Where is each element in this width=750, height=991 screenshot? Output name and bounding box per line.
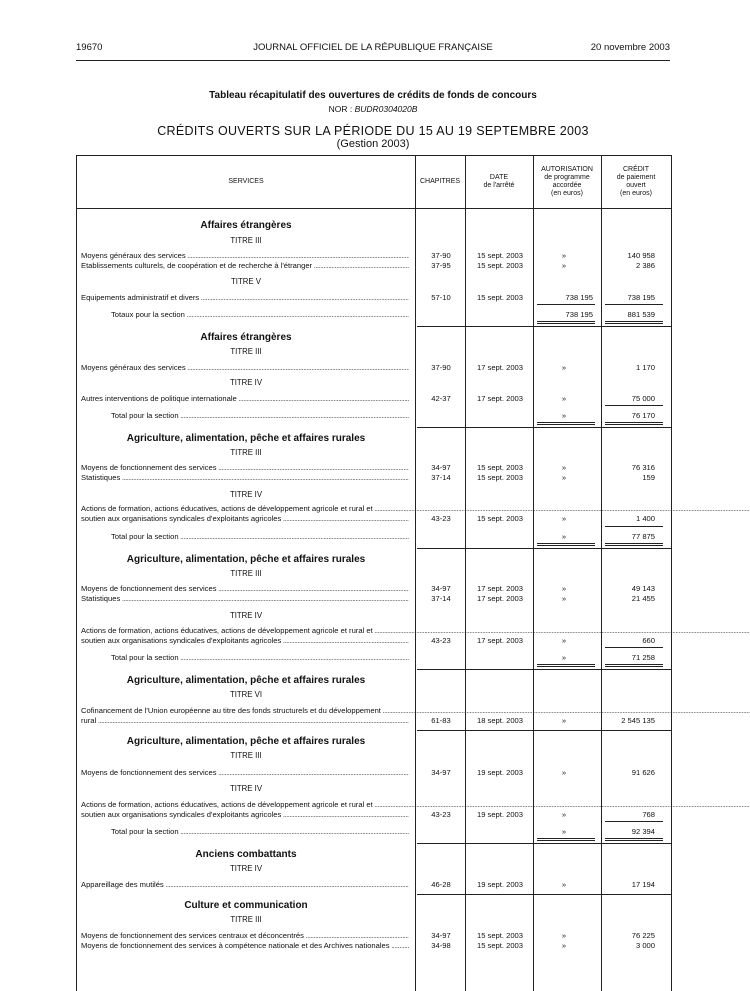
table-row: Moyens de fonctionnement des services ..... 34-97 15 sept. 2003 » 76 316 xyxy=(77,462,671,473)
table-row: Actions de formation, actions éducatives, actions de développement agricole et rural et ..... xyxy=(77,799,671,810)
table-row: Moyens de fonctionnement des services ..... 34-97 19 sept. 2003 » 91 626 xyxy=(77,767,671,778)
titre-label: TITRE III xyxy=(230,569,262,578)
table-row: Actions de formation, actions éducatives, actions de développement agricole et rural et ..... xyxy=(77,625,671,636)
col-chapitres: CHAPITRES xyxy=(419,178,461,185)
table-row: Autres interventions de politique internationale ..... 42-37 17 sept. 2003 » 75 000 xyxy=(77,393,671,404)
col-services: SERVICES xyxy=(228,178,264,185)
total-row: Total pour la section ..... » 77 875 xyxy=(77,531,671,542)
header-rule xyxy=(76,60,670,61)
table-row: Moyens de fonctionnement des services centraux et déconcentrés ..... 34-97 15 sept. 2003 » 76 225 xyxy=(77,930,671,941)
titre-label: TITRE V xyxy=(231,277,261,286)
titre-label: TITRE IV xyxy=(229,864,263,873)
titre-label: TITRE IV xyxy=(229,378,263,387)
section-title: Agriculture, alimentation, pêche et affaires rurales xyxy=(126,736,366,747)
section-title: Agriculture, alimentation, pêche et affaires rurales xyxy=(126,554,366,565)
titre-label: TITRE III xyxy=(230,347,262,356)
col-date: DATE de l'arrêté xyxy=(483,174,515,189)
titre-label: TITRE IV xyxy=(229,784,263,793)
credits-table xyxy=(76,155,672,991)
table-row: Statistiques ..... 37-14 17 sept. 2003 » 21 455 xyxy=(77,593,671,604)
table-row: Etablissements culturels, de coopération et de recherche à l'étranger ..... 37-95 15 sept. 2003 » 2 386 xyxy=(77,260,671,271)
total-row: Total pour la section ..... » 76 170 xyxy=(77,410,671,421)
col-autorisation: AUTORISATION de programme accordée (en euros) xyxy=(541,166,593,197)
table-row: Appareillage des mutilés ..... 46-28 19 sept. 2003 » 17 194 xyxy=(77,879,671,890)
page-number: 19670 xyxy=(76,42,103,53)
section-title: Affaires étrangères xyxy=(200,220,292,231)
section-title: Anciens combattants xyxy=(195,849,297,860)
document-title: Tableau récapitulatif des ouvertures de crédits de fonds de concours xyxy=(209,90,537,101)
table-row: rural ..... 61-83 18 sept. 2003 » 2 545 135 xyxy=(77,715,671,726)
titre-label: TITRE III xyxy=(230,448,262,457)
col-credit: CRÉDIT de paiement ouvert (en euros) xyxy=(616,166,656,197)
section-title: Affaires étrangères xyxy=(200,332,292,343)
section-title: Agriculture, alimentation, pêche et affaires rurales xyxy=(126,433,366,444)
period-heading: CRÉDITS OUVERTS SUR LA PÉRIODE DU 15 AU 19 SEPTEMBRE 2003 xyxy=(157,124,589,138)
table-row: Equipements administratif et divers ..... 57-10 15 sept. 2003 738 195 738 195 xyxy=(77,292,671,303)
section-title: Agriculture, alimentation, pêche et affaires rurales xyxy=(126,675,366,686)
total-row: Total pour la section ..... » 71 258 xyxy=(77,652,671,663)
table-row: Moyens généraux des services ..... 37-90 15 sept. 2003 » 140 958 xyxy=(77,250,671,261)
titre-label: TITRE VI xyxy=(229,690,263,699)
titre-label: TITRE IV xyxy=(229,611,263,620)
titre-label: TITRE III xyxy=(230,751,262,760)
table-row: Moyens de fonctionnement des services ..... 34-97 17 sept. 2003 » 49 143 xyxy=(77,583,671,594)
table-row: Cofinancement de l'Union européenne au titre des fonds structurels et du développement ..... xyxy=(77,705,671,716)
gestion-heading: (Gestion 2003) xyxy=(336,138,410,150)
nor-reference: NOR : BUDR0304020B xyxy=(328,104,418,114)
table-row: Statistiques ..... 37-14 15 sept. 2003 » 159 xyxy=(77,472,671,483)
table-row: soutien aux organisations syndicales d'exploitants agricoles ..... 43-23 17 sept. 2003 » 660 xyxy=(77,635,671,646)
page-header xyxy=(76,42,670,58)
publication-date: 20 novembre 2003 xyxy=(590,42,670,53)
section-title: Culture et communication xyxy=(184,900,308,911)
table-row: Moyens de fonctionnement des services à compétence nationale et des Archives nationales ..... 34-98 15 sept. 2003 » 3 000 xyxy=(77,940,671,951)
table-row: Actions de formation, actions éducatives, actions de développement agricole et rural et ..... xyxy=(77,503,671,514)
titre-label: TITRE IV xyxy=(229,490,263,499)
titre-label: TITRE III xyxy=(230,236,262,245)
journal-title: JOURNAL OFFICIEL DE LA RÉPUBLIQUE FRANÇAISE xyxy=(253,42,493,53)
table-row: Moyens généraux des services ..... 37-90 17 sept. 2003 » 1 170 xyxy=(77,362,671,373)
total-row: Totaux pour la section ..... 738 195 881 539 xyxy=(77,309,671,320)
table-row: soutien aux organisations syndicales d'exploitants agricoles ..... 43-23 19 sept. 2003 » 768 xyxy=(77,809,671,820)
titre-label: TITRE III xyxy=(230,915,262,924)
total-row: Total pour la section ..... » 92 394 xyxy=(77,826,671,837)
table-row: soutien aux organisations syndicales d'exploitants agricoles ..... 43-23 15 sept. 2003 » 1 400 xyxy=(77,513,671,524)
